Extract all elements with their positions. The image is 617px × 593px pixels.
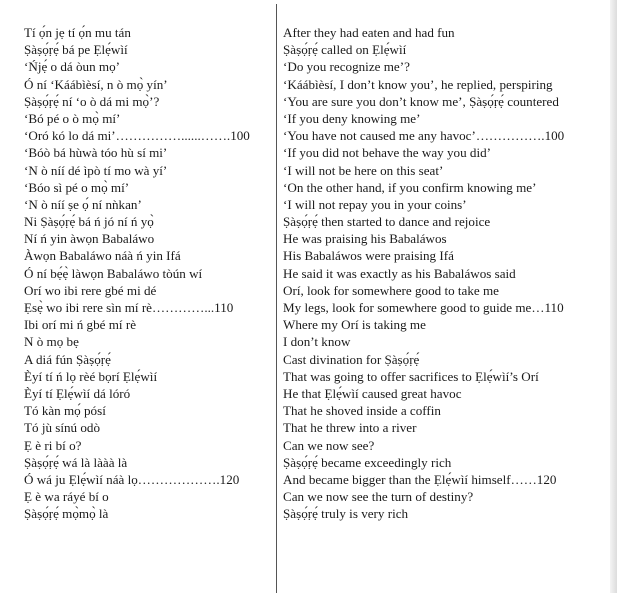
- verse-line: His Babaláwos were praising Ifá: [283, 248, 454, 264]
- english-translation-column: [283, 24, 608, 522]
- verse-line: He that Ẹlẹ́wìí caused great havoc: [283, 385, 462, 401]
- verse-line: That he shoved inside a coffin: [283, 403, 441, 419]
- verse-line: ‘Bó pé o ò mọ̀ mí’: [24, 110, 121, 126]
- verse-line: Can we now see the turn of destiny?: [283, 489, 474, 505]
- verse-line: ‘Ńjẹ́ o dá òun mọ’: [24, 59, 120, 75]
- verse-line: He said it was exactly as his Babaláwos said: [283, 265, 516, 281]
- verse-line: ‘On the other hand, if you confirm knowing me’: [283, 179, 537, 195]
- verse-line: My legs, look for somewhere good to guide me…110: [283, 300, 564, 315]
- verse-line: Èyí tí ń lọ rèé bọrí Ẹlẹ́wìí: [24, 368, 158, 384]
- verse-line: Orí, look for somewhere good to take me: [283, 282, 499, 298]
- verse-line: Èyí tí Ẹlẹ́wìí dá lóró: [24, 385, 131, 401]
- verse-line: He was praising his Babaláwos: [283, 231, 447, 247]
- verse-line: ‘N ò níí dé ìpò tí mo wà yí’: [24, 162, 168, 178]
- verse-line: Ṣàṣọ́ṛẹ́ wá là lààà là: [24, 454, 128, 470]
- verse-line: Ṣàṣọ́ṛẹ́ bá pe Ẹlẹ́wìí: [24, 42, 128, 58]
- page-edge-shadow: [610, 0, 617, 593]
- verse-line: ‘N ò níí ṣe ọ́ ní nǹkan’: [24, 196, 142, 212]
- verse-line: Ẹsẹ̀ wo ibi rere sìn mí rè…………...110: [24, 300, 234, 315]
- verse-line: Tí ọ́n jẹ tí ọ́n mu tán: [24, 25, 131, 40]
- verse-line: ‘Bóo sì pé o mọ̀ mí’: [24, 179, 130, 195]
- verse-line: Ibi orí mi ń gbé mí rè: [24, 317, 137, 333]
- verse-line: N ò mọ bẹ: [24, 334, 79, 350]
- verse-line: Tó kàn mọ́ pósí: [24, 403, 106, 419]
- verse-line: Tó jù sínú odò: [24, 420, 101, 436]
- verse-line: ‘Do you recognize me’?: [283, 59, 410, 75]
- verse-line: Ṣàṣọ́ṛẹ́ ní ‘o ò dá mi mọ̀’?: [24, 93, 160, 109]
- verse-line: Ṣàṣọ́ṛẹ́ became exceedingly rich: [283, 454, 452, 470]
- verse-line: ‘If you did not behave the way you did’: [283, 145, 491, 161]
- verse-line: ‘You are sure you don’t know me’, Ṣàṣọ́ṛẹ́ countered: [283, 93, 559, 109]
- verse-line: ‘Káábìèsí, I don’t know you’, he replied, perspiring: [283, 76, 553, 92]
- verse-line: ‘I will not repay you in your coins’: [283, 196, 467, 212]
- verse-line: Àwọn Babaláwo náà ń yin Ifá: [24, 248, 181, 264]
- verse-line: ‘If you deny knowing me’: [283, 110, 421, 126]
- verse-line: Where my Orí is taking me: [283, 317, 426, 333]
- verse-line: Ṣàṣọ́ṛẹ́ then started to dance and rejoice: [283, 214, 491, 230]
- verse-line: After they had eaten and had fun: [283, 25, 455, 40]
- verse-line: Cast divination for Ṣàṣọ́ṛẹ́: [283, 351, 420, 367]
- verse-line: That was going to offer sacrifices to Ẹlẹ́wìí’s Orí: [283, 368, 539, 384]
- verse-line: Can we now see?: [283, 437, 375, 453]
- verse-line: ‘I will not be here on this seat’: [283, 162, 444, 178]
- verse-line: ‘Bóò bá hùwà tóo hù sí mi’: [24, 145, 168, 161]
- verse-line: Ni Ṣàṣọ́ṛẹ́ bá ń jó ní ń yọ̀: [24, 214, 154, 230]
- verse-line: I don’t know: [283, 334, 351, 350]
- verse-line: Ẹ è ri bí o?: [24, 437, 82, 453]
- verse-line: ‘You have not caused me any havoc’…………….100: [283, 128, 565, 144]
- verse-line: Orí wo ibi rere gbé mi dé: [24, 282, 157, 298]
- verse-line: Ó ní bẹ́ẹ̀ làwọn Babaláwo tòún wí: [24, 265, 203, 281]
- verse-line: ‘Oró kó lo dá mi’……………......…….100: [24, 128, 250, 144]
- verse-line: And became bigger than the Ẹlẹ́wìí himself……120: [283, 471, 557, 487]
- verse-line: That he threw into a river: [283, 420, 417, 436]
- verse-line: Ní ń yin àwọn Babaláwo: [24, 231, 155, 247]
- verse-line: A diá fún Ṣàṣọ́ṛẹ́: [24, 351, 111, 367]
- verse-line: Ó ní ‘Káábìèsí, n ò mọ̀ yín’: [24, 76, 168, 92]
- verse-line: Ẹ è wa ráyé bí o: [24, 489, 109, 505]
- verse-line: Ó wá ju Ẹlẹ́wìí náà lọ……………….120: [24, 471, 240, 487]
- yoruba-text-column: [24, 24, 274, 522]
- verse-line: Ṣàṣọ́ṛẹ́ mọ̀mọ̀ là: [24, 506, 109, 522]
- column-divider: [276, 4, 277, 593]
- verse-line: Ṣàṣọ́ṛẹ́ truly is very rich: [283, 506, 409, 522]
- verse-line: Ṣàṣọ́ṛẹ́ called on Ẹlẹ́wìí: [283, 42, 407, 58]
